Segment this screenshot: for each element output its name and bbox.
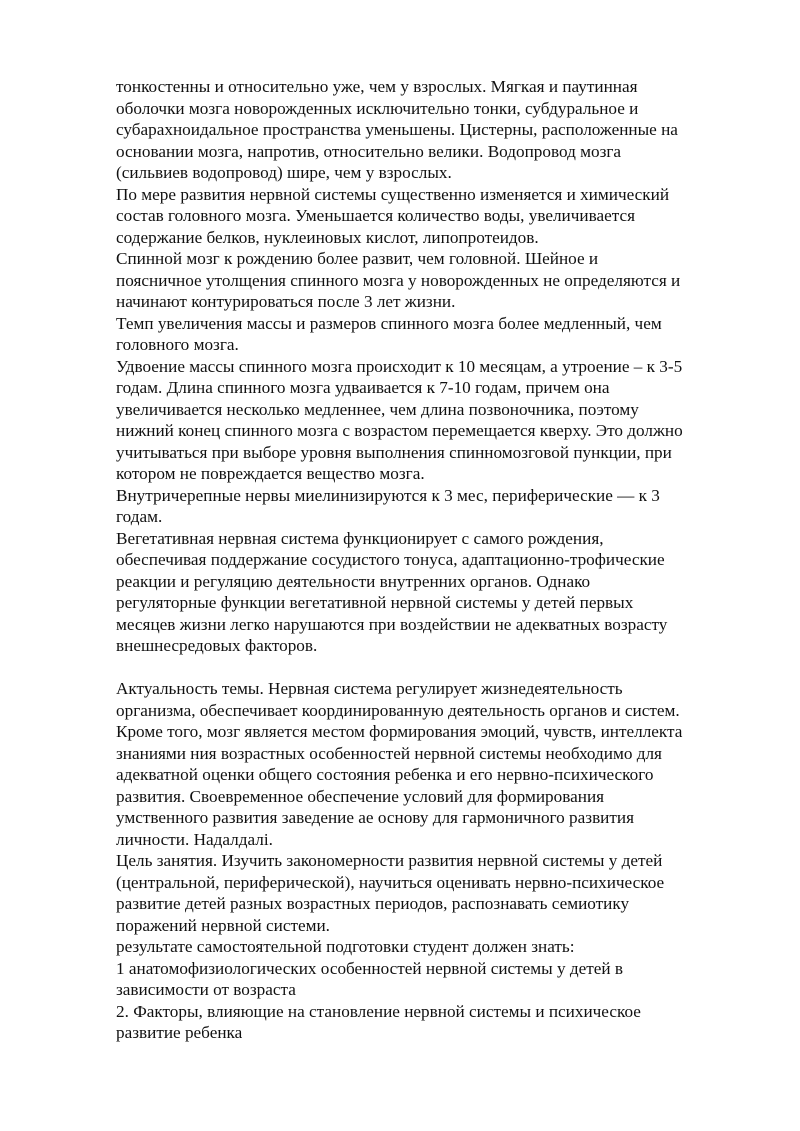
paragraph-chemical-composition: По мере развития нервной системы существенно изменяется и химический состав головного мозга. Уменьшается количество воды, увеличивается содержание белков, нуклеиновых кислот, липопротеидов. — [116, 184, 670, 247]
blank-line — [116, 657, 746, 679]
list-item-1: 1 анатомофизиологических особенностей нервной системы у детей в зависимости от возраста — [116, 958, 624, 999]
paragraph-autonomic-system: Вегетативная нервная система функционирует с самого рождения, обеспечивая поддержание сосудистого тонуса, адаптационно-трофические реакции и регуляцию деятельности внутренних органов. Однако регуляторные функции вегетативной нервной системы у детей первых месяцев жизни легко нарушаются при воздействии не адекватных возрасту внешнесредовых факторов. — [116, 528, 668, 655]
list-item-2: 2. Факторы, влияющие на становление нервной системы и психическое развитие ребенка — [116, 1001, 641, 1042]
paragraph-relevance: Актуальность темы. Нервная система регулирует жизнедеятельность организма, обеспечивает координированную деятельность органов и систем. Кроме того, мозг является местом формирования эмоций, чувств, интеллекта знаниями ния возрастных особенностей нервной системы необходимо для адекватной оценки общего состояния ребенка и его нервно-психического развития. Своевременное обеспечение условий для формирования умственного развития заведение ае основу для гармоничного развития личности. Надалдалі. — [116, 679, 683, 849]
paragraph-goal: Цель занятия. Изучить закономерности развития нервной системы у детей (центральной, периферической), научиться оценивать нервно-психическое развитие детей разных возрастных периодов, распознавать семиотику поражений нервной системи. — [116, 851, 665, 935]
document-page — [116, 76, 746, 1044]
paragraph-knowledge-intro: результате самостоятельной подготовки студент должен знать: — [116, 937, 575, 956]
paragraph-spinal-cord-development: Спинной мозг к рождению более развит, чем головной. Шейное и поясничное утолщения спинного мозга у новорожденных не определяются и начинают контурироваться после 3 лет жизни. — [116, 249, 681, 311]
paragraph-spinal-mass: Удвоение массы спинного мозга происходит к 10 месяцам, а утроение – к 3-5 годам. Длина спинного мозга удваивается к 7-10 годам, причем она увеличивается несколько медленнее, чем длина позвоночника, поэтому нижний конец спинного мозга с возрастом перемещается кверху. Это должно учитываться при выборе уровня выполнения спинномозговой пункции, при котором не повреждается вещество мозга. — [116, 356, 683, 483]
paragraph-myelination: Внутричерепные нервы миелинизируются к 3 мес, периферические — к 3 годам. — [116, 485, 660, 526]
paragraph-meninges: тонкостенны и относительно уже, чем у взрослых. Мягкая и паутинная оболочки мозга новорожденных исключительно тонки, субдуральное и субарахноидальное пространства уменьшены. Цистерны, расположенные на основании мозга, напротив, относительно велики. Водопровод мозга (сильвиев водопровод) шире, чем у взрослых. — [116, 77, 678, 182]
paragraph-growth-rate: Темп увеличения массы и размеров спинного мозга более медленный, чем головного мозга. — [116, 313, 662, 354]
